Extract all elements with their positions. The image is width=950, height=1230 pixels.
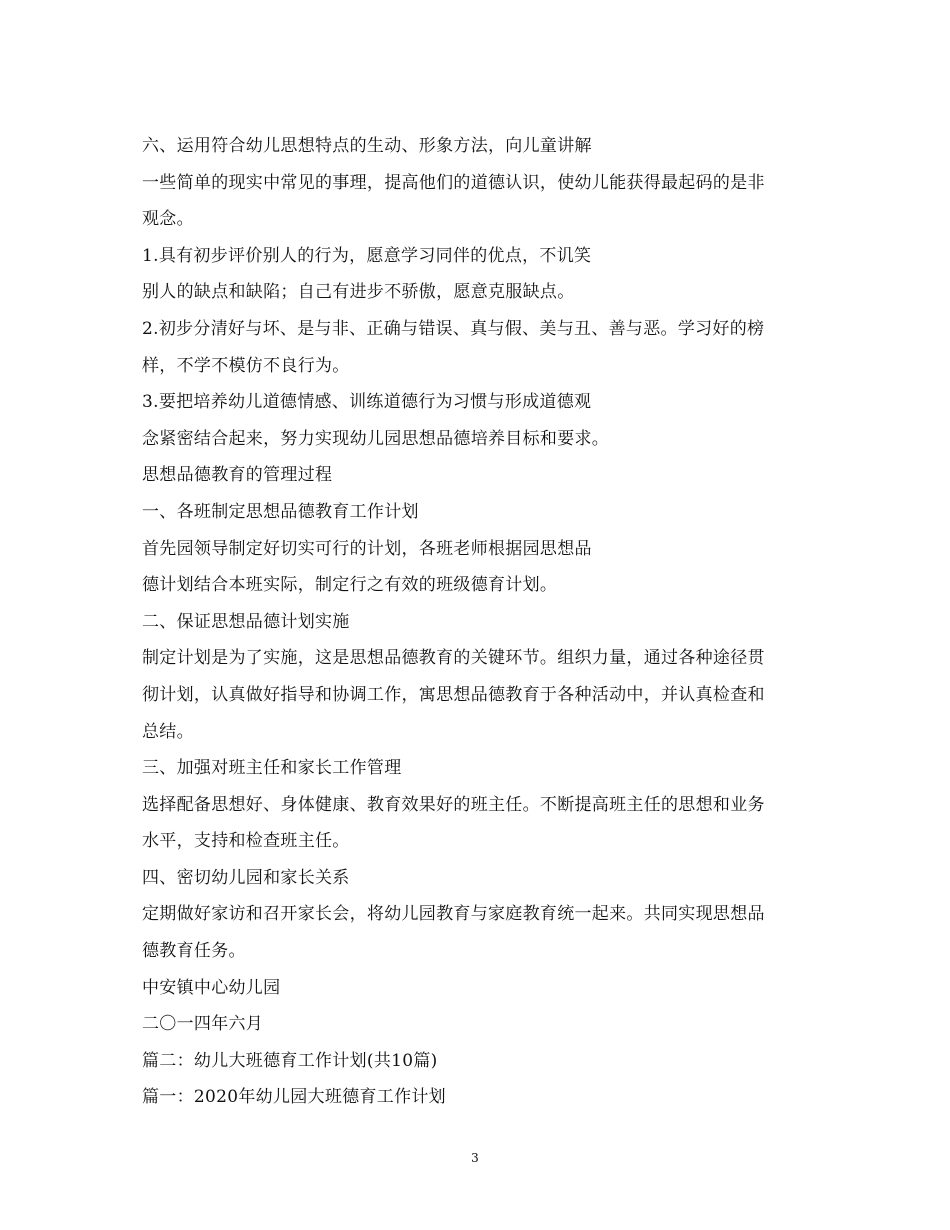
paragraph-line: 定期做好家访和召开家长会，将幼儿园教育与家庭教育统一起来。共同实现思想品 xyxy=(142,904,765,925)
paragraph-line: 彻计划，认真做好指导和协调工作，寓思想品德教育于各种活动中，并认真检查和 xyxy=(142,684,765,705)
signature-organization: 中安镇中心幼儿园 xyxy=(142,977,281,998)
paragraph-line: 1.具有初步评价别人的行为，愿意学习同伴的优点，不讥笑 xyxy=(142,245,592,266)
paragraph-line: 制定计划是为了实施，这是思想品德教育的关键环节。组织力量，通过各种途径贯 xyxy=(142,648,765,669)
section-heading: 三、加强对班主任和家长工作管理 xyxy=(142,758,402,779)
paragraph-line: 一些简单的现实中常见的事理，提高他们的道德认识，使幼儿能获得最起码的是非 xyxy=(142,172,765,193)
paragraph-line: 六、运用符合幼儿思想特点的生动、形象方法，向儿童讲解 xyxy=(142,136,592,156)
article-heading: 篇一：2020年幼儿园大班德育工作计划 xyxy=(142,1087,446,1108)
paragraph-line: 观念。 xyxy=(142,209,194,230)
section-heading: 一、各班制定思想品德教育工作计划 xyxy=(142,501,419,522)
paragraph-line: 首先园领导制定好切实可行的计划，各班老师根据园思想品 xyxy=(142,538,592,559)
paragraph-line: 念紧密结合起来，努力实现幼儿园思想品德培养目标和要求。 xyxy=(142,428,610,449)
signature-date: 二〇一四年六月 xyxy=(142,1014,264,1035)
section-heading: 二、保证思想品德计划实施 xyxy=(142,611,350,632)
paragraph-line: 样，不学不模仿不良行为。 xyxy=(142,355,350,376)
page-number: 3 xyxy=(471,1151,479,1165)
article-heading: 篇二：幼儿大班德育工作计划(共10篇) xyxy=(142,1050,438,1071)
paragraph-line: 别人的缺点和缺陷；自己有进步不骄傲，愿意克服缺点。 xyxy=(142,282,575,303)
paragraph-line: 3.要把培养幼儿道德情感、训练道德行为习惯与形成道德观 xyxy=(142,392,592,413)
paragraph-line: 德教育任务。 xyxy=(142,941,246,962)
section-heading: 思想品德教育的管理过程 xyxy=(142,465,333,486)
paragraph-line: 水平，支持和检查班主任。 xyxy=(142,831,350,852)
document-body xyxy=(142,128,822,1116)
paragraph-line: 德计划结合本班实际，制定行之有效的班级德育计划。 xyxy=(142,575,558,596)
paragraph-line: 选择配备思想好、身体健康、教育效果好的班主任。不断提高班主任的思想和业务 xyxy=(142,794,765,815)
paragraph-line: 总结。 xyxy=(142,721,194,742)
section-heading: 四、密切幼儿园和家长关系 xyxy=(142,867,350,888)
paragraph-line: 2.初步分清好与坏、是与非、正确与错误、真与假、美与丑、善与恶。学习好的榜 xyxy=(142,318,765,339)
